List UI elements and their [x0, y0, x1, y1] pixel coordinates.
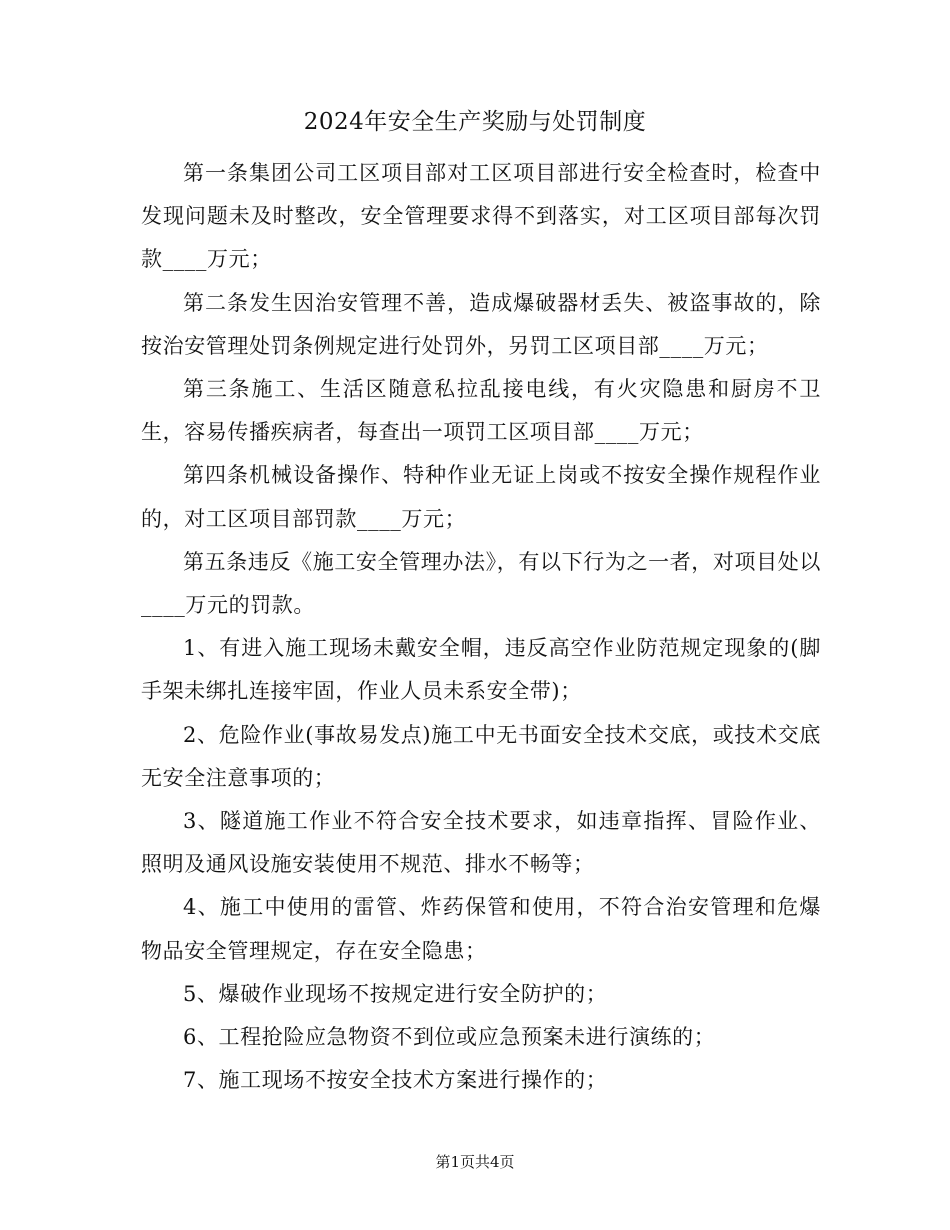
list-item-3: 3、隧道施工作业不符合安全技术要求，如违章指挥、冒险作业、照明及通风设施安装使用不规范、排水不畅等； — [141, 809, 821, 877]
page-footer: 第1页共4页 — [435, 1153, 515, 1171]
list-item-4: 4、施工中使用的雷管、炸药保管和使用，不符合治安管理和危爆物品安全管理规定，存在安全隐患； — [141, 895, 821, 963]
list-item-6: 6、工程抢险应急物资不到位或应急预案未进行演练的； — [183, 1025, 716, 1050]
list-item-7: 7、施工现场不按安全技术方案进行操作的； — [183, 1068, 608, 1093]
paragraph-article-3: 第三条施工、生活区随意私拉乱接电线，有火灾隐患和厨房不卫生，容易传播疾病者，每查出一项罚工区项目部____万元； — [141, 377, 821, 445]
paragraph-article-1: 第一条集团公司工区项目部对工区项目部进行安全检查时，检查中发现问题未及时整改，安全管理要求得不到落实，对工区项目部每次罚款____万元； — [141, 161, 821, 272]
list-item-1: 1、有进入施工现场未戴安全帽，违反高空作业防范规定现象的(脚手架未绑扎连接牢固，作业人员未系安全带)； — [141, 636, 821, 704]
paragraph-article-4: 第四条机械设备操作、特种作业无证上岗或不按安全操作规程作业的，对工区项目部罚款____万元； — [141, 463, 821, 531]
list-item-5: 5、爆破作业现场不按规定进行安全防护的； — [183, 981, 608, 1006]
paragraph-article-5: 第五条违反《施工安全管理办法》，有以下行为之一者，对项目处以____万元的罚款。 — [141, 549, 821, 618]
paragraph-article-2: 第二条发生因治安管理不善，造成爆破器材丢失、被盗事故的，除按治安管理处罚条例规定进行处罚外，另罚工区项目部____万元； — [141, 290, 821, 358]
document-body — [141, 152, 821, 1102]
document-title: 2024年安全生产奖励与处罚制度 — [303, 109, 647, 135]
list-item-2: 2、危险作业(事故易发点)施工中无书面安全技术交底，或技术交底无安全注意事项的； — [141, 722, 821, 790]
